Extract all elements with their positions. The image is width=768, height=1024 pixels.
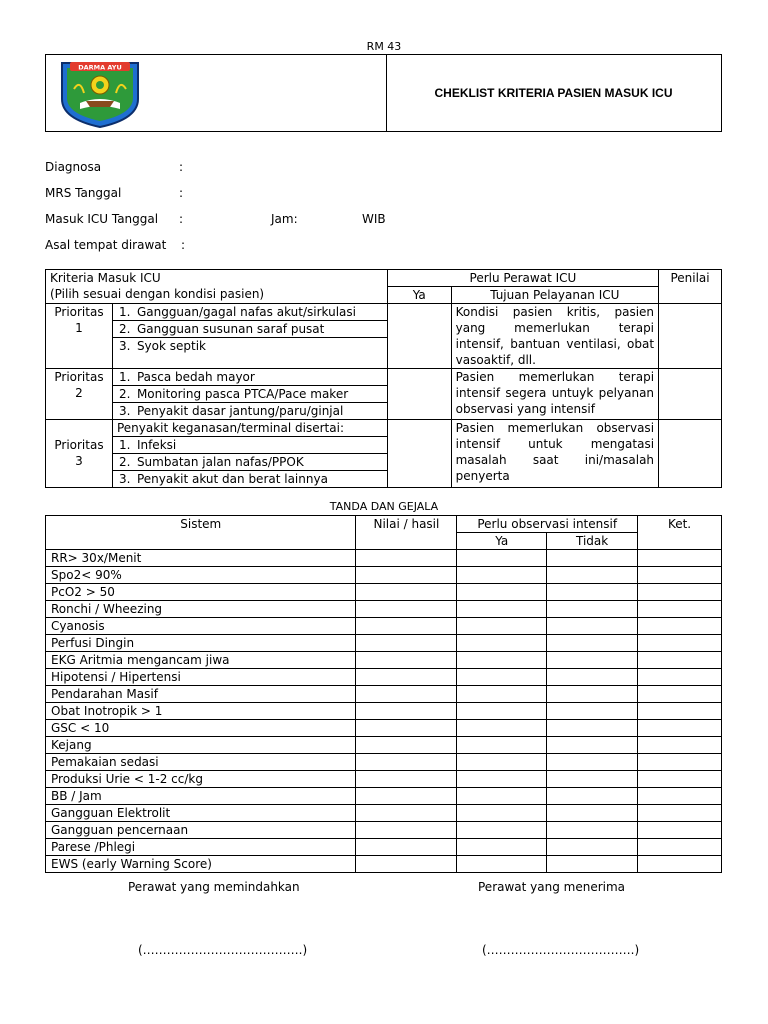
tidak-cell[interactable]: [547, 601, 638, 618]
sign-name: RR> 30x/Menit: [46, 550, 356, 567]
sign-row: [46, 584, 722, 601]
criteria-item: Gangguan susunan saraf pusat: [133, 321, 387, 338]
priority-number: 3: [75, 453, 83, 468]
label-mrs-tanggal: MRS Tanggal: [45, 186, 122, 200]
sign-name: Obat Inotropik > 1: [46, 703, 356, 720]
ya-cell[interactable]: [457, 805, 547, 822]
ket-cell[interactable]: [638, 567, 722, 584]
col-sistem-header: Sistem: [46, 516, 356, 550]
signs-table: [45, 515, 722, 873]
sign-name: Ronchi / Wheezing: [46, 601, 356, 618]
colon: :: [179, 186, 184, 200]
item-number: 2.: [112, 386, 132, 403]
nilai-cell[interactable]: [356, 737, 457, 754]
priority-1-ya-cell[interactable]: [387, 304, 451, 369]
sign-row: [46, 703, 722, 720]
tidak-cell[interactable]: [547, 788, 638, 805]
tidak-cell[interactable]: [547, 754, 638, 771]
colon: :: [181, 238, 186, 252]
ya-cell[interactable]: [457, 754, 547, 771]
ya-cell[interactable]: [457, 839, 547, 856]
ket-cell[interactable]: [638, 720, 722, 737]
priority-3-spacer: [46, 420, 113, 437]
nilai-cell[interactable]: [356, 601, 457, 618]
sign-row: [46, 805, 722, 822]
signature-right-blank[interactable]: (……………………………….): [482, 943, 640, 957]
sign-name: BB / Jam: [46, 788, 356, 805]
criteria-item: Syok septik: [133, 338, 387, 369]
priority-label: Prioritas: [54, 305, 104, 319]
priority-3-intro: Penyakit keganasan/terminal disertai:: [112, 420, 387, 437]
sign-row: [46, 618, 722, 635]
sign-row: [46, 737, 722, 754]
item-number: 1.: [112, 304, 132, 321]
tidak-cell[interactable]: [547, 720, 638, 737]
sign-row: [46, 669, 722, 686]
criteria-header-note: (Pilih sesuai dengan kondisi pasien): [50, 287, 265, 301]
ya-cell[interactable]: [457, 720, 547, 737]
sign-row: [46, 720, 722, 737]
sign-name: Pendarahan Masif: [46, 686, 356, 703]
sign-name: Gangguan pencernaan: [46, 822, 356, 839]
nilai-cell[interactable]: [356, 839, 457, 856]
tidak-cell[interactable]: [547, 550, 638, 567]
tidak-cell[interactable]: [547, 618, 638, 635]
tidak-cell[interactable]: [547, 686, 638, 703]
ya-cell[interactable]: [457, 550, 547, 567]
priority-3-label: [46, 437, 113, 488]
criteria-table: [45, 269, 722, 488]
perlu-perawat-header: Perlu Perawat ICU: [387, 270, 658, 287]
colon: :: [179, 160, 184, 174]
nilai-cell[interactable]: [356, 686, 457, 703]
ya-cell[interactable]: [457, 788, 547, 805]
penilai-header: Penilai: [659, 270, 722, 304]
ket-cell[interactable]: [638, 805, 722, 822]
col-perlu-header: Perlu observasi intensif: [457, 516, 638, 533]
signature-left-blank[interactable]: (………………………………….): [138, 943, 308, 957]
tidak-cell[interactable]: [547, 635, 638, 652]
ket-cell[interactable]: [638, 618, 722, 635]
sign-name: Hipotensi / Hipertensi: [46, 669, 356, 686]
nilai-cell[interactable]: [356, 856, 457, 873]
ket-cell[interactable]: [638, 703, 722, 720]
tujuan-header: Tujuan Pelayanan ICU: [451, 287, 658, 304]
sign-row: [46, 754, 722, 771]
nilai-cell[interactable]: [356, 754, 457, 771]
ket-cell[interactable]: [638, 839, 722, 856]
criteria-item: Pasca bedah mayor: [133, 369, 387, 386]
tidak-cell[interactable]: [547, 805, 638, 822]
item-number: 3.: [112, 403, 132, 420]
nilai-cell[interactable]: [356, 788, 457, 805]
priority-number: 2: [75, 386, 83, 400]
tidak-cell[interactable]: [547, 703, 638, 720]
priority-3-penilai-cell[interactable]: [659, 420, 722, 488]
priority-2-tujuan: Pasien memerlukan terapi intensif segera untuyk pelyanan observasi yang intensif: [451, 369, 658, 420]
priority-3-tujuan: Pasien memerlukan observasi intensif untuk mengatasi masalah saat ini/masalah penyerta: [451, 420, 658, 488]
ket-cell[interactable]: [638, 601, 722, 618]
signature-right-label: Perawat yang menerima: [478, 880, 626, 894]
label-masuk-icu-tanggal: Masuk ICU Tanggal: [45, 212, 159, 226]
ket-cell[interactable]: [638, 686, 722, 703]
criteria-header-title: Kriteria Masuk ICU: [50, 271, 161, 285]
nilai-cell[interactable]: [356, 618, 457, 635]
nilai-cell[interactable]: [356, 822, 457, 839]
ket-cell[interactable]: [638, 856, 722, 873]
tidak-cell[interactable]: [547, 839, 638, 856]
sign-name: Parese /Phlegi: [46, 839, 356, 856]
ya-cell[interactable]: [457, 601, 547, 618]
priority-1-label: [46, 304, 113, 369]
logo-cell: [46, 55, 387, 131]
item-number: 1.: [112, 369, 132, 386]
priority-2-ya-cell[interactable]: [387, 369, 451, 420]
tidak-cell[interactable]: [547, 822, 638, 839]
priority-1-penilai-cell[interactable]: [659, 304, 722, 369]
tidak-cell[interactable]: [547, 584, 638, 601]
ket-cell[interactable]: [638, 652, 722, 669]
ya-cell[interactable]: [457, 652, 547, 669]
regency-emblem-logo: [58, 59, 142, 129]
sign-row: [46, 550, 722, 567]
sign-name: Gangguan Elektrolit: [46, 805, 356, 822]
signs-caption: TANDA DAN GEJALA: [329, 500, 439, 513]
ya-cell[interactable]: [457, 686, 547, 703]
sign-row: [46, 839, 722, 856]
item-number: 3.: [112, 471, 132, 488]
sign-row: [46, 601, 722, 618]
ya-header: Ya: [387, 287, 451, 304]
ya-cell[interactable]: [457, 618, 547, 635]
item-number: 3.: [112, 338, 132, 369]
form-header: [45, 54, 722, 132]
criteria-item: Monitoring pasca PTCA/Pace maker: [133, 386, 387, 403]
item-number: 2.: [112, 321, 132, 338]
col-ya-header: Ya: [457, 533, 547, 550]
nilai-cell[interactable]: [356, 771, 457, 788]
criteria-item: Sumbatan jalan nafas/PPOK: [133, 454, 387, 471]
signature-left-label: Perawat yang memindahkan: [128, 880, 300, 894]
label-jam: Jam:: [271, 212, 298, 226]
priority-3-ya-cell[interactable]: [387, 420, 451, 488]
ya-cell[interactable]: [457, 635, 547, 652]
item-number: 1.: [112, 437, 132, 454]
criteria-item: Gangguan/gagal nafas akut/sirkulasi: [133, 304, 387, 321]
col-nilai-header: Nilai / hasil: [356, 516, 457, 550]
ket-cell[interactable]: [638, 737, 722, 754]
sign-name: Kejang: [46, 737, 356, 754]
ket-cell[interactable]: [638, 754, 722, 771]
sign-row: [46, 822, 722, 839]
sign-name: Perfusi Dingin: [46, 635, 356, 652]
ya-cell[interactable]: [457, 669, 547, 686]
tidak-cell[interactable]: [547, 567, 638, 584]
sign-name: GSC < 10: [46, 720, 356, 737]
criteria-item: Penyakit dasar jantung/paru/ginjal: [133, 403, 387, 420]
logo-banner: DARMA AYU: [78, 63, 122, 72]
nilai-cell[interactable]: [356, 652, 457, 669]
criteria-item: Infeksi: [133, 437, 387, 454]
ya-cell[interactable]: [457, 703, 547, 720]
ya-cell[interactable]: [457, 567, 547, 584]
sign-name: Pemakaian sedasi: [46, 754, 356, 771]
tidak-cell[interactable]: [547, 737, 638, 754]
nilai-cell[interactable]: [356, 584, 457, 601]
criteria-header-cell: [46, 270, 388, 304]
sign-row: [46, 771, 722, 788]
tidak-cell[interactable]: [547, 771, 638, 788]
sign-name: PcO2 > 50: [46, 584, 356, 601]
col-tidak-header: Tidak: [547, 533, 638, 550]
priority-2-penilai-cell[interactable]: [659, 369, 722, 420]
ket-cell[interactable]: [638, 788, 722, 805]
item-number: 2.: [112, 454, 132, 471]
tidak-cell[interactable]: [547, 669, 638, 686]
sign-row: [46, 856, 722, 873]
col-ket-header: Ket.: [638, 516, 722, 550]
label-diagnosa: Diagnosa: [45, 160, 102, 174]
priority-number: 1: [75, 321, 83, 335]
sign-name: EKG Aritmia mengancam jiwa: [46, 652, 356, 669]
label-wib: WIB: [362, 212, 386, 226]
nilai-cell[interactable]: [356, 720, 457, 737]
sign-row: [46, 567, 722, 584]
sign-row: [46, 788, 722, 805]
sign-name: Spo2< 90%: [46, 567, 356, 584]
sign-name: Produksi Urie < 1-2 cc/kg: [46, 771, 356, 788]
ket-cell[interactable]: [638, 635, 722, 652]
ket-cell[interactable]: [638, 550, 722, 567]
ya-cell[interactable]: [457, 737, 547, 754]
ket-cell[interactable]: [638, 584, 722, 601]
sign-row: [46, 686, 722, 703]
sign-row: [46, 635, 722, 652]
sign-name: EWS (early Warning Score): [46, 856, 356, 873]
sign-row: [46, 652, 722, 669]
nilai-cell[interactable]: [356, 703, 457, 720]
ket-cell[interactable]: [638, 822, 722, 839]
priority-label: Prioritas: [54, 370, 104, 384]
form-code: RM 43: [366, 40, 402, 53]
priority-1-tujuan: Kondisi pasien kritis, pasien yang memerlukan terapi intensif, bantuan ventilasi, obat vasoaktif, dll.: [451, 304, 658, 369]
ya-cell[interactable]: [457, 856, 547, 873]
label-asal-tempat: Asal tempat dirawat: [45, 238, 167, 252]
tidak-cell[interactable]: [547, 856, 638, 873]
ket-cell[interactable]: [638, 771, 722, 788]
ket-cell[interactable]: [638, 669, 722, 686]
field-diagnosa: [45, 160, 101, 174]
priority-2-label: [46, 369, 113, 420]
criteria-item: Penyakit akut dan berat lainnya: [133, 471, 387, 488]
ya-cell[interactable]: [457, 584, 547, 601]
colon: :: [179, 212, 184, 226]
nilai-cell[interactable]: [356, 567, 457, 584]
signs-body: [46, 550, 722, 873]
form-title: CHEKLIST KRITERIA PASIEN MASUK ICU: [434, 86, 673, 100]
sign-name: Cyanosis: [46, 618, 356, 635]
ya-cell[interactable]: [457, 771, 547, 788]
nilai-cell[interactable]: [356, 635, 457, 652]
tidak-cell[interactable]: [547, 652, 638, 669]
nilai-cell[interactable]: [356, 805, 457, 822]
nilai-cell[interactable]: [356, 669, 457, 686]
priority-label: Prioritas: [54, 437, 104, 452]
nilai-cell[interactable]: [356, 550, 457, 567]
ya-cell[interactable]: [457, 822, 547, 839]
